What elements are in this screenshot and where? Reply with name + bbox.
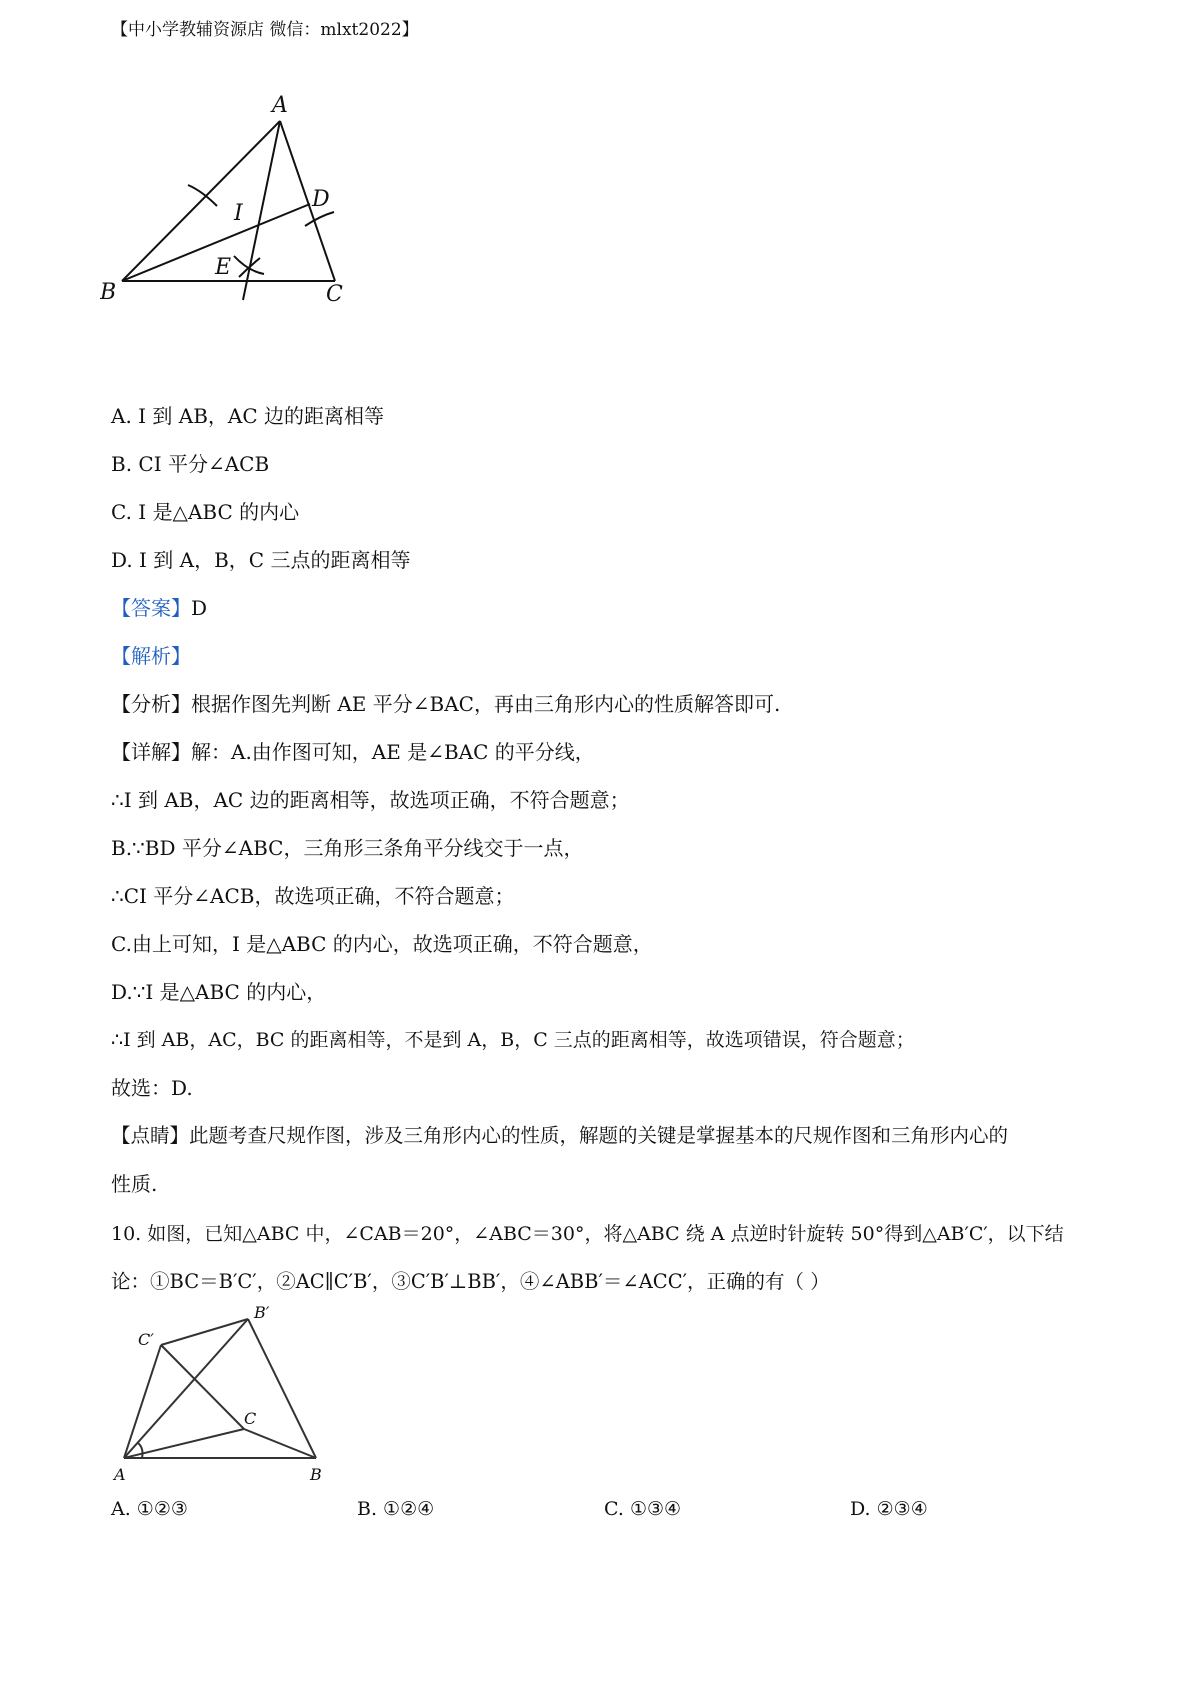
solution-line: 【分析】根据作图先判断 AE 平分∠BAC，再由三角形内心的性质解答即可. — [111, 692, 781, 716]
q10-option-a: A. ①②③ — [111, 1498, 188, 1520]
arc-mark-e2 — [239, 258, 260, 277]
segment-ab — [122, 121, 280, 281]
watermark-header: 【中小学教辅资源店 微信：mlxt2022】 — [111, 20, 419, 40]
q10-option-c: C. ①③④ — [604, 1498, 682, 1520]
solution-line: 【点睛】此题考查尺规作图，涉及三角形内心的性质，解题的关键是掌握基本的尺规作图和三角形内心的 — [111, 1124, 1009, 1147]
label-i: I — [234, 201, 243, 226]
q10-stem-line2: 论：①BC＝B′C′，②AC∥C′B′，③C′B′⊥BB′，④∠ABB′＝∠ACC′，正确的有（ ） — [111, 1270, 830, 1293]
label-a: A — [114, 1465, 126, 1484]
angle-arc-a — [138, 1443, 143, 1458]
analysis-label: 【解析】 — [111, 644, 191, 668]
solution-line: 性质. — [111, 1172, 158, 1196]
solution-line: 故选：D. — [111, 1076, 193, 1100]
label-e: E — [215, 255, 232, 280]
q10-option-b: B. ①②④ — [357, 1498, 435, 1520]
answer-value: D — [191, 596, 208, 620]
q9-option-d: D. I 到 A，B，C 三点的距离相等 — [111, 548, 411, 572]
q9-option-b: B. CI 平分∠ACB — [111, 452, 270, 476]
solution-line: ∴I 到 AB，AC 边的距离相等，故选项正确，不符合题意； — [111, 788, 630, 812]
rotation-figure — [104, 1298, 334, 1484]
label-cprime: C′ — [138, 1330, 154, 1349]
q10-option-d: D. ②③④ — [850, 1498, 928, 1520]
segment-bprime-b — [248, 1319, 316, 1458]
segment-cprime-c — [161, 1345, 244, 1429]
segment-cprime-bprime — [161, 1319, 248, 1345]
answer-line — [111, 594, 207, 622]
q9-option-c: C. I 是△ABC 的内心 — [111, 500, 300, 524]
solution-line: D.∵I 是△ABC 的内心， — [111, 980, 327, 1004]
label-c: C — [244, 1409, 257, 1428]
label-b: B — [100, 280, 117, 305]
q10-options — [0, 1498, 1200, 1528]
answer-label: 【答案】 — [111, 596, 191, 620]
label-a: A — [272, 93, 288, 118]
solution-line: C.由上可知，I 是△ABC 的内心，故选项正确，不符合题意， — [111, 932, 653, 956]
q10-stem-line1: 10. 如图，已知△ABC 中，∠CAB＝20°，∠ABC＝30°，将△ABC 绕 A 点逆时针旋转 50°得到△AB′C′，以下结 — [111, 1223, 1064, 1245]
label-d: D — [312, 187, 330, 212]
arc-mark-ac — [305, 212, 334, 226]
solution-line: 【详解】解：A.由作图可知，AE 是∠BAC 的平分线， — [111, 740, 595, 764]
label-b: B — [310, 1465, 322, 1484]
solution-line: B.∵BD 平分∠ABC，三角形三条角平分线交于一点， — [111, 836, 584, 860]
solution-line: ∴I 到 AB，AC，BC 的距离相等，不是到 A，B，C 三点的距离相等，故选项错误，符合题意； — [111, 1029, 915, 1051]
q9-option-a: A. I 到 AB，AC 边的距离相等 — [111, 404, 385, 428]
solution-line: ∴CI 平分∠ACB，故选项正确，不符合题意； — [111, 884, 515, 908]
label-bprime: B′ — [254, 1303, 270, 1322]
segment-ac-prime — [124, 1345, 161, 1458]
triangle-angle-bisector-figure — [100, 88, 390, 328]
segment-cb — [244, 1429, 316, 1458]
label-c: C — [326, 282, 343, 307]
